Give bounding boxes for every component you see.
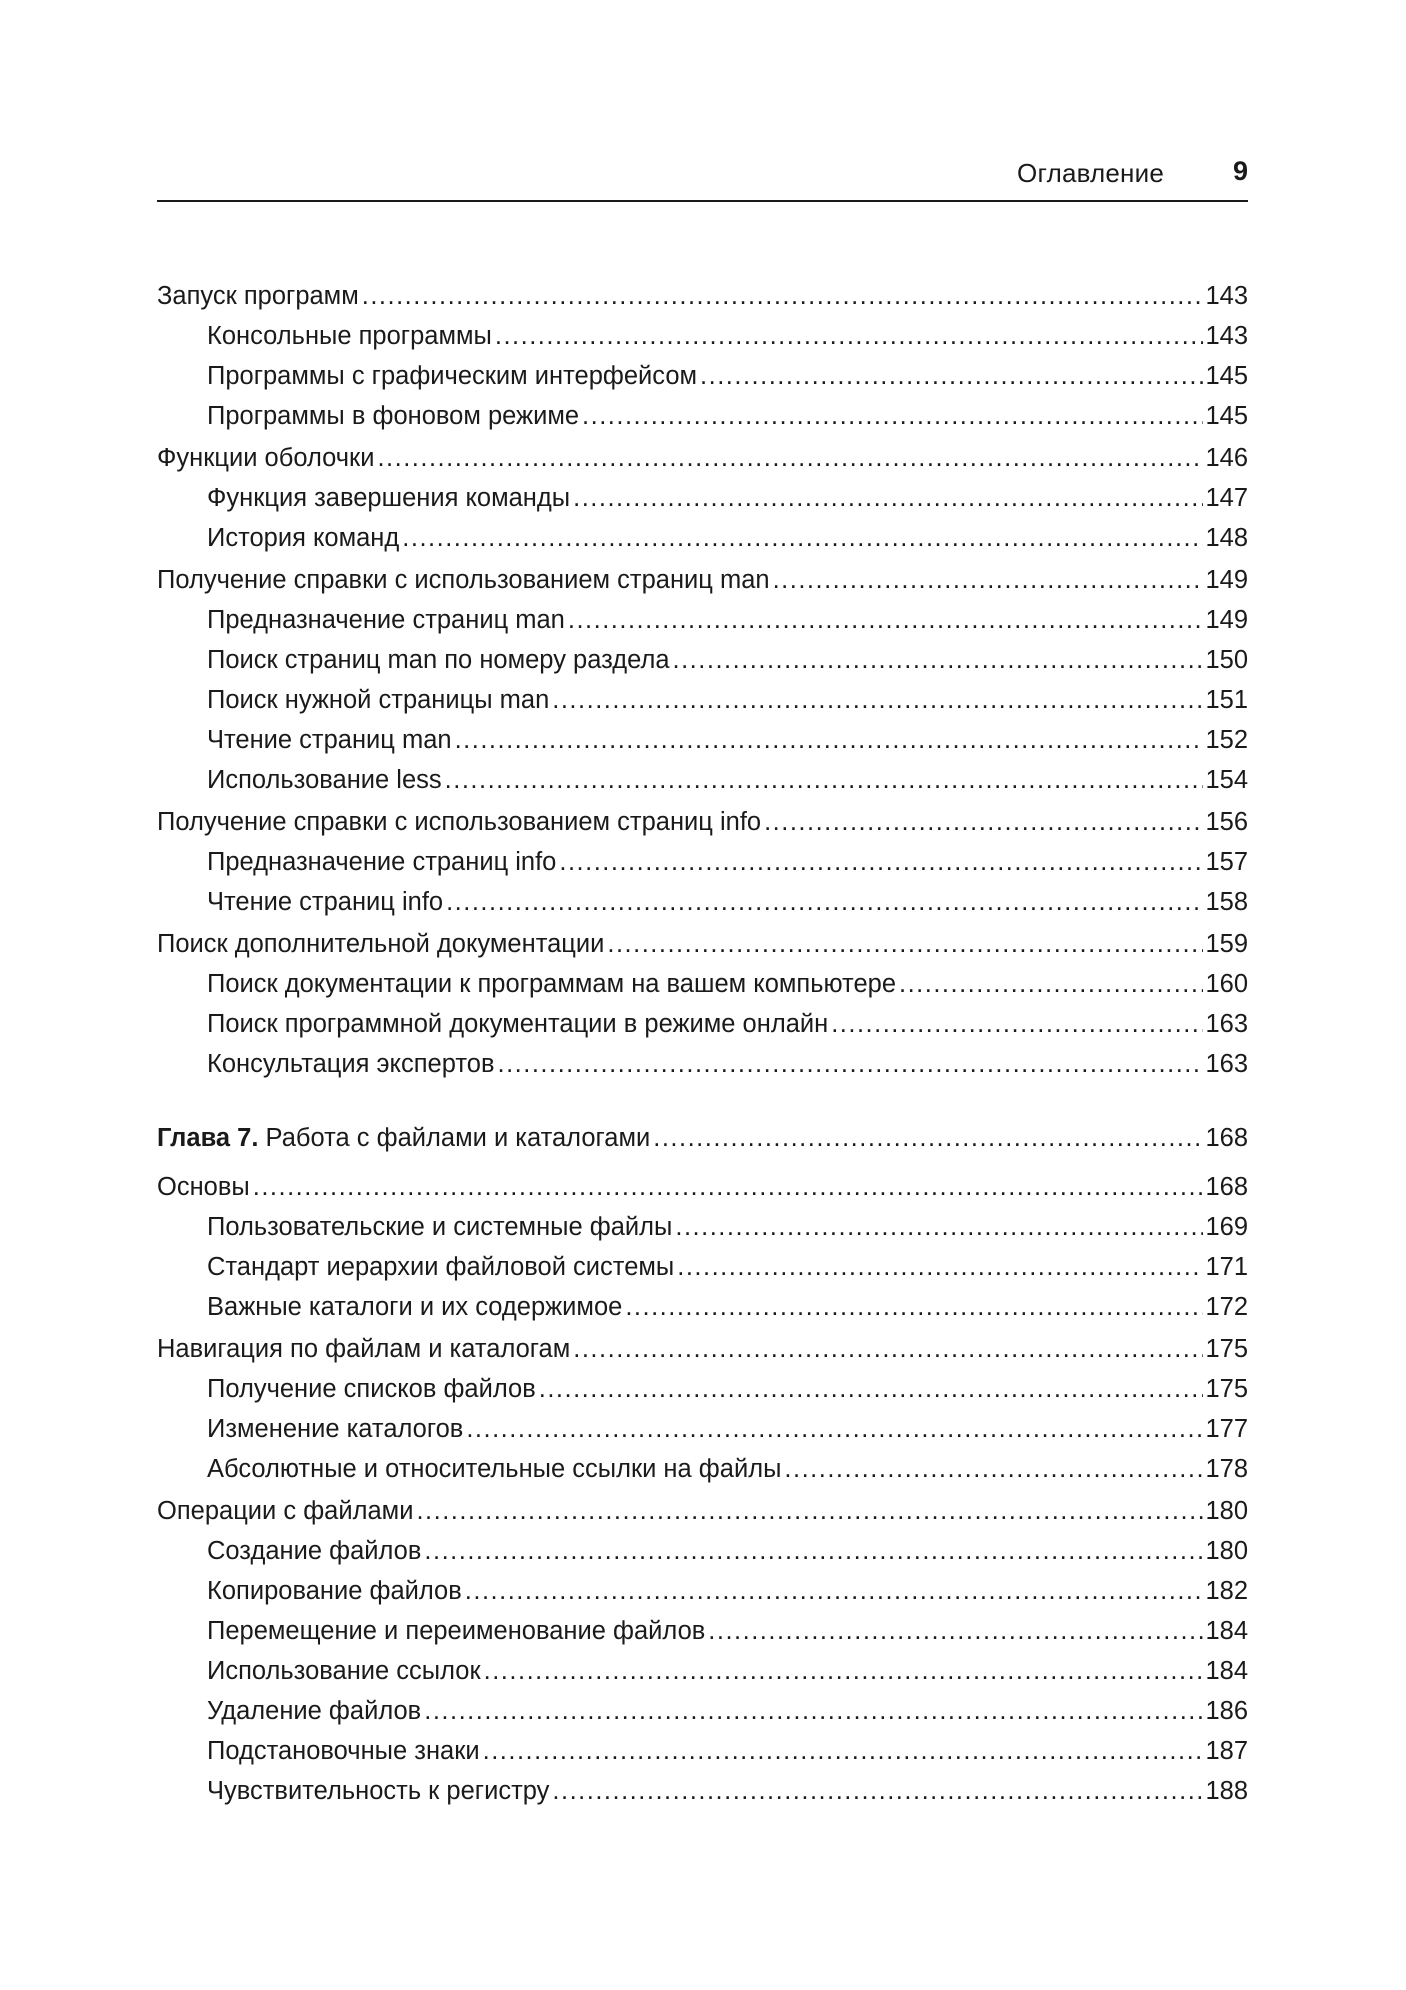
toc-entry-title: Консультация экспертов	[207, 1050, 495, 1078]
toc-entry-title	[157, 1118, 650, 1158]
toc-section-entry[interactable]	[157, 1167, 1248, 1207]
dot-leader	[773, 560, 1204, 600]
toc-entry-title: Предназначение страниц man	[207, 606, 565, 634]
toc-page-number: 149	[1205, 606, 1248, 634]
toc-subsection-entry[interactable]	[157, 1571, 1248, 1611]
toc-page-number: 157	[1205, 848, 1248, 876]
dot-leader	[607, 924, 1203, 964]
toc-entry-title: Стандарт иерархии файловой системы	[207, 1253, 675, 1281]
dot-leader	[455, 720, 1204, 760]
toc-page-number: 143	[1205, 282, 1248, 310]
toc-subsection-entry[interactable]	[157, 720, 1248, 760]
toc-entry-title: Операции с файлами	[157, 1497, 414, 1525]
toc-chapter-entry[interactable]	[157, 1118, 1248, 1158]
toc-page-number: 145	[1205, 402, 1248, 430]
toc-page-number: 175	[1205, 1375, 1248, 1403]
toc-page-number: 172	[1205, 1293, 1248, 1321]
toc-subsection-entry[interactable]	[157, 1731, 1248, 1771]
dot-leader	[573, 478, 1203, 518]
toc-page-number: 177	[1205, 1415, 1248, 1443]
toc-entry-title: Поиск программной документации в режиме онлайн	[207, 1010, 829, 1038]
dot-leader	[673, 640, 1204, 680]
toc-page-number: 151	[1205, 686, 1248, 714]
toc-entry-title: Функция завершения команды	[207, 484, 571, 512]
toc-subsection-entry[interactable]	[157, 1449, 1248, 1489]
toc-entry-title: Поиск нужной страницы man	[207, 686, 550, 714]
toc-section-entry[interactable]	[157, 276, 1248, 316]
toc-subsection-entry[interactable]	[157, 356, 1248, 396]
toc-page-number: 180	[1205, 1497, 1248, 1525]
dot-leader	[424, 1691, 1203, 1731]
dot-leader	[402, 518, 1203, 558]
dot-leader	[484, 1651, 1204, 1691]
toc-page-number: 180	[1205, 1537, 1248, 1565]
toc-subsection-entry[interactable]	[157, 1207, 1248, 1247]
toc-entry-title: Программы в фоновом режиме	[207, 402, 580, 430]
toc-page-number: 152	[1205, 726, 1248, 754]
toc-entry-title: Функции оболочки	[157, 444, 375, 472]
toc-page-number: 160	[1205, 970, 1248, 998]
toc-subsection-entry[interactable]	[157, 1651, 1248, 1691]
toc-section-entry[interactable]	[157, 560, 1248, 600]
dot-leader	[466, 1409, 1203, 1449]
toc-page-number: 163	[1205, 1010, 1248, 1038]
toc-entry-title: Использование less	[207, 766, 442, 794]
toc-subsection-entry[interactable]	[157, 842, 1248, 882]
dot-leader	[675, 1207, 1203, 1247]
toc-page-number: 159	[1205, 930, 1248, 958]
toc-subsection-entry[interactable]	[157, 1531, 1248, 1571]
toc-entry-title: Чувствительность к регистру	[207, 1777, 550, 1805]
dot-leader	[424, 1531, 1203, 1571]
dot-leader	[700, 356, 1203, 396]
toc-subsection-entry[interactable]	[157, 1004, 1248, 1044]
toc-page-number: 154	[1205, 766, 1248, 794]
dot-leader	[831, 1004, 1203, 1044]
dot-leader	[446, 882, 1203, 922]
toc-subsection-entry[interactable]	[157, 1691, 1248, 1731]
toc-page-number: 145	[1205, 362, 1248, 390]
toc-entry-title: Программы с графическим интерфейсом	[207, 362, 698, 390]
toc-page-number: 187	[1205, 1737, 1248, 1765]
toc-subsection-entry[interactable]	[157, 1369, 1248, 1409]
toc-subsection-entry[interactable]	[157, 1247, 1248, 1287]
toc-page-number: 182	[1205, 1577, 1248, 1605]
toc-entry-title: Получение справки с использованием страниц info	[157, 808, 762, 836]
toc-entry-title: Перемещение и переименование файлов	[207, 1617, 706, 1645]
toc-page-number: 149	[1205, 566, 1248, 594]
chapter-label: Глава 7.	[157, 1124, 259, 1152]
header-title: Оглавление	[1017, 158, 1164, 188]
toc-subsection-entry[interactable]	[157, 316, 1248, 356]
toc-subsection-entry[interactable]	[157, 1409, 1248, 1449]
toc-page-number: 184	[1205, 1657, 1248, 1685]
dot-leader	[552, 1771, 1203, 1811]
dot-leader	[498, 1044, 1204, 1084]
toc-entry-title: Запуск программ	[157, 282, 359, 310]
toc-entry-title: История команд	[207, 524, 400, 552]
toc-entry-title: Получение списков файлов	[207, 1375, 536, 1403]
toc-subsection-entry[interactable]	[157, 964, 1248, 1004]
toc-subsection-entry[interactable]	[157, 760, 1248, 800]
toc-page-number: 156	[1205, 808, 1248, 836]
toc-entry-title: Важные каталоги и их содержимое	[207, 1293, 623, 1321]
toc-subsection-entry[interactable]	[157, 600, 1248, 640]
toc-entry-title: Поиск документации к программам на вашем компьютере	[207, 970, 896, 998]
toc-subsection-entry[interactable]	[157, 1771, 1248, 1811]
toc-entry-title: Чтение страниц man	[207, 726, 452, 754]
toc-subsection-entry[interactable]	[157, 1611, 1248, 1651]
dot-leader	[552, 680, 1203, 720]
toc-page-number: 188	[1205, 1777, 1248, 1805]
toc-entry-title: Навигация по файлам и каталогам	[157, 1335, 571, 1363]
toc-entry-title: Пользовательские и системные файлы	[207, 1213, 673, 1241]
toc-section-entry[interactable]	[157, 438, 1248, 478]
toc-entry-title: Использование ссылок	[207, 1657, 481, 1685]
toc-section-entry[interactable]	[157, 924, 1248, 964]
dot-leader	[465, 1571, 1204, 1611]
running-header	[157, 152, 1248, 202]
toc-page-number: 168	[1205, 1124, 1248, 1152]
toc-subsection-entry[interactable]	[157, 1044, 1248, 1084]
toc-page-number: 171	[1205, 1253, 1248, 1281]
dot-leader	[784, 1449, 1203, 1489]
toc-entry-title: Удаление файлов	[207, 1697, 422, 1725]
dot-leader	[253, 1167, 1204, 1207]
toc-subsection-entry[interactable]	[157, 478, 1248, 518]
toc-entry-title: Создание файлов	[207, 1537, 422, 1565]
dot-leader	[445, 760, 1204, 800]
header-page-number: 9	[1232, 156, 1248, 186]
dot-leader	[495, 316, 1204, 356]
toc-entry-title: Копирование файлов	[207, 1577, 462, 1605]
toc-subsection-entry[interactable]	[157, 1287, 1248, 1327]
toc-subsection-entry[interactable]	[157, 518, 1248, 558]
toc-page-number: 147	[1205, 484, 1248, 512]
dot-leader	[625, 1287, 1203, 1327]
toc-entry-title: Поиск дополнительной документации	[157, 930, 605, 958]
toc-page-number: 169	[1205, 1213, 1248, 1241]
toc-subsection-entry[interactable]	[157, 396, 1248, 436]
dot-leader	[764, 802, 1203, 842]
dot-leader	[582, 396, 1203, 436]
toc-entry-title: Изменение каталогов	[207, 1415, 464, 1443]
dot-leader	[377, 438, 1203, 478]
toc-page-number: 168	[1205, 1173, 1248, 1201]
toc-entry-title: Предназначение страниц info	[207, 848, 557, 876]
dot-leader	[416, 1491, 1203, 1531]
dot-leader	[362, 276, 1204, 316]
toc-page-number: 175	[1205, 1335, 1248, 1363]
toc-section-entry[interactable]	[157, 802, 1248, 842]
dot-leader	[653, 1118, 1203, 1158]
toc-entry-title: Консольные программы	[207, 322, 492, 350]
toc-entry-title: Подстановочные знаки	[207, 1737, 480, 1765]
toc-page-number: 184	[1205, 1617, 1248, 1645]
toc-page-number: 186	[1205, 1697, 1248, 1725]
table-of-contents	[157, 274, 1248, 1811]
toc-page-number: 148	[1205, 524, 1248, 552]
toc-subsection-entry[interactable]	[157, 680, 1248, 720]
toc-page-number: 163	[1205, 1050, 1248, 1078]
chapter-title: Работа с файлами и каталогами	[265, 1124, 651, 1152]
toc-subsection-entry[interactable]	[157, 882, 1248, 922]
dot-leader	[899, 964, 1203, 1004]
dot-leader	[559, 842, 1203, 882]
dot-leader	[539, 1369, 1204, 1409]
dot-leader	[573, 1329, 1203, 1369]
toc-page-number: 150	[1205, 646, 1248, 674]
toc-entry-title: Основы	[157, 1173, 250, 1201]
dot-leader	[568, 600, 1204, 640]
dot-leader	[677, 1247, 1203, 1287]
toc-page-number: 158	[1205, 888, 1248, 916]
dot-leader	[483, 1731, 1204, 1771]
toc-entry-title: Абсолютные и относительные ссылки на файлы	[207, 1455, 782, 1483]
toc-page-number: 178	[1205, 1455, 1248, 1483]
toc-section-entry[interactable]	[157, 1329, 1248, 1369]
toc-entry-title: Поиск страниц man по номеру раздела	[207, 646, 670, 674]
toc-entry-title: Получение справки с использованием страниц man	[157, 566, 770, 594]
toc-subsection-entry[interactable]	[157, 640, 1248, 680]
toc-section-entry[interactable]	[157, 1491, 1248, 1531]
toc-page-number: 146	[1205, 444, 1248, 472]
dot-leader	[708, 1611, 1203, 1651]
toc-page-number: 143	[1205, 322, 1248, 350]
toc-entry-title: Чтение страниц info	[207, 888, 444, 916]
